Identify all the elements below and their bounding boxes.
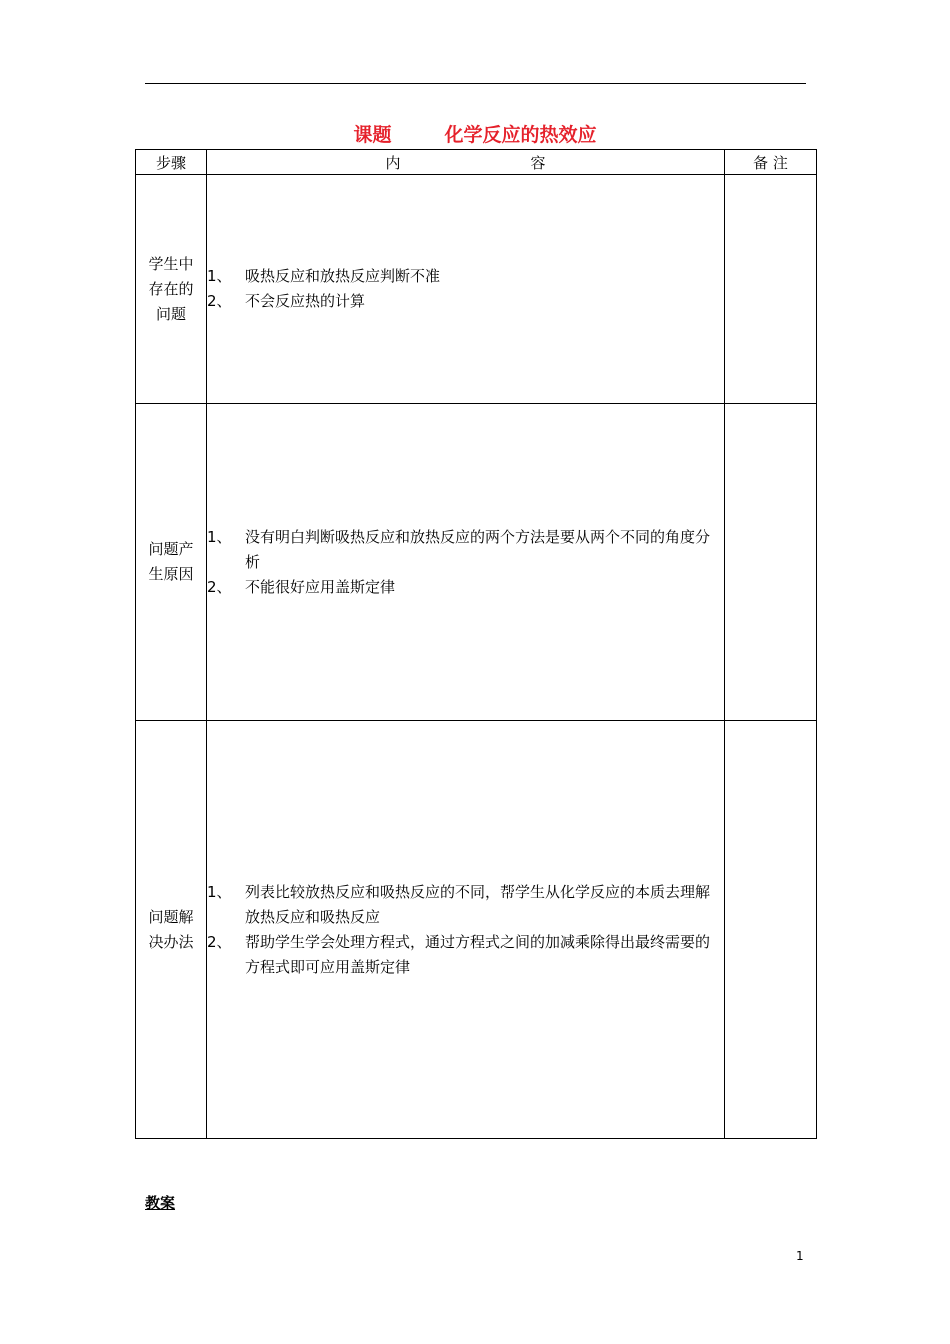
content-cell [207, 721, 725, 1139]
step-cell [136, 404, 207, 721]
step-cell [136, 721, 207, 1139]
header-rule [145, 83, 806, 84]
page-title: 课题 化学反应的热效应 [353, 124, 597, 146]
list-item: 2、 不能很好应用盖斯定律 [207, 577, 396, 596]
step-label-line: 决办法 [148, 932, 194, 951]
list-item: 2、 帮助学生学会处理方程式，通过方程式之间的加减乘除得出最终需要的方程式即可应用盖斯定律 [207, 932, 711, 976]
notes-cell [725, 175, 817, 404]
notes-column-header: 备 注 [725, 150, 817, 175]
step-label-line: 问题 [155, 304, 186, 323]
content-header-right: 容 [530, 153, 546, 172]
item-text: 没有明白判断吸热反应和放热反应的两个方法是要从两个不同的角度分析 [245, 527, 711, 571]
content-cell [207, 404, 725, 721]
table-row [136, 175, 817, 404]
item-text: 吸热反应和放热反应判断不准 [245, 267, 441, 285]
lesson-table [135, 149, 817, 1139]
table-header-row [136, 150, 817, 175]
step-cell [136, 175, 207, 404]
table-row [136, 721, 817, 1139]
step-column-header: 步骤 [136, 150, 207, 175]
footer-label: 教案 [145, 1194, 176, 1212]
step-label-line: 问题产 [148, 540, 194, 558]
list-item: 1、 列表比较放热反应和吸热反应的不同，帮学生从化学反应的本质去理解放热反应和吸热反应 [207, 882, 711, 926]
content-cell [207, 175, 725, 404]
notes-cell [725, 721, 817, 1139]
item-text: 不能很好应用盖斯定律 [245, 577, 396, 596]
item-text: 列表比较放热反应和吸热反应的不同，帮学生从化学反应的本质去理解放热反应和吸热反应 [245, 882, 711, 926]
step-label-line: 问题解 [148, 907, 194, 926]
list-item: 1、 吸热反应和放热反应判断不准 [207, 267, 441, 285]
list-item: 1、 没有明白判断吸热反应和放热反应的两个方法是要从两个不同的角度分析 [207, 527, 711, 571]
content-header-left: 内 [385, 153, 401, 172]
item-text: 帮助学生学会处理方程式，通过方程式之间的加减乘除得出最终需要的方程式即可应用盖斯定律 [245, 932, 711, 976]
step-label-line: 学生中 [148, 254, 194, 273]
step-label-line: 生原因 [148, 565, 194, 583]
item-text: 不会反应热的计算 [245, 292, 366, 310]
notes-cell [725, 404, 817, 721]
table-row [136, 404, 817, 721]
step-label-line: 存在的 [148, 279, 194, 298]
list-item: 2、 不会反应热的计算 [207, 292, 366, 310]
content-column-header [207, 150, 725, 175]
page-number: 1 [796, 1249, 804, 1263]
